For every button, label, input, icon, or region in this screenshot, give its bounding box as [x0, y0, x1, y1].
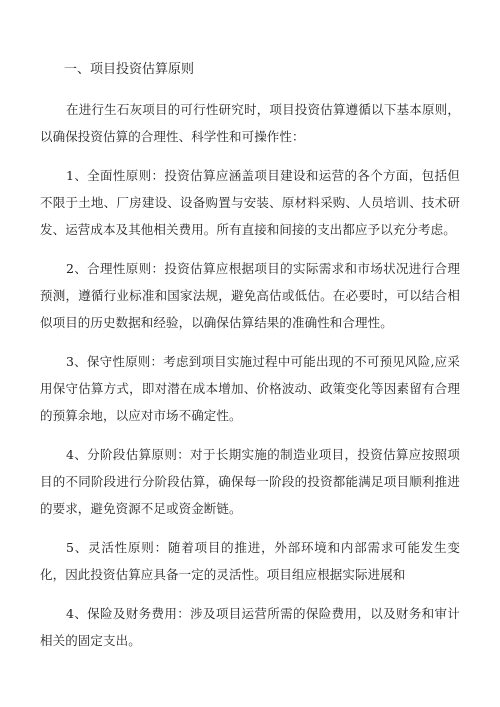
principle-phased-estimation: 4、分阶段估算原则：对于长期实施的制造业项目，投资估算应按照项目的不同阶段进行分阶段估算，确保每一阶段的投资都能满足项目顺利推进的要求，避免资源不足或资金断链。 [40, 447, 460, 516]
principle-conservatism: 3、保守性原则：考虑到项目实施过程中可能出现的不可预见风险,应采用保守估算方式，即对潜在成本增加、价格波动、政策变化等因素留有合理的预算余地，以应对市场不确定性。 [40, 354, 460, 423]
section-heading: 一、项目投资估算原则 [64, 62, 195, 77]
principle-reasonableness: 2、合理性原则：投资估算应根据项目的实际需求和市场状况进行合理预测，遵循行业标准和国家法规，避免高估或低估。在必要时，可以结合相似项目的历史数据和经验，以确保估算结果的准确性和合理性。 [40, 261, 460, 330]
principle-comprehensiveness: 1、全面性原则：投资估算应涵盖项目建设和运营的各个方面，包括但不限于土地、厂房建设、设备购置与安装、原材料采购、人员培训、技术研发、运营成本及其他相关费用。所有直接和间接的支出都应予以充分考虑。 [40, 168, 460, 237]
principle-flexibility: 5、灵活性原则：随着项目的推进，外部环境和内部需求可能发生变化，因此投资估算应具备一定的灵活性。项目组应根据实际进展和 [40, 540, 460, 582]
insurance-financial-costs: 4、保险及财务费用：涉及项目运营所需的保险费用，以及财务和审计相关的固定支出。 [40, 606, 460, 648]
intro-paragraph: 在进行生石灰项目的可行性研究时，项目投资估算遵循以下基本原则，以确保投资估算的合理性、科学性和可操作性： [40, 102, 460, 144]
